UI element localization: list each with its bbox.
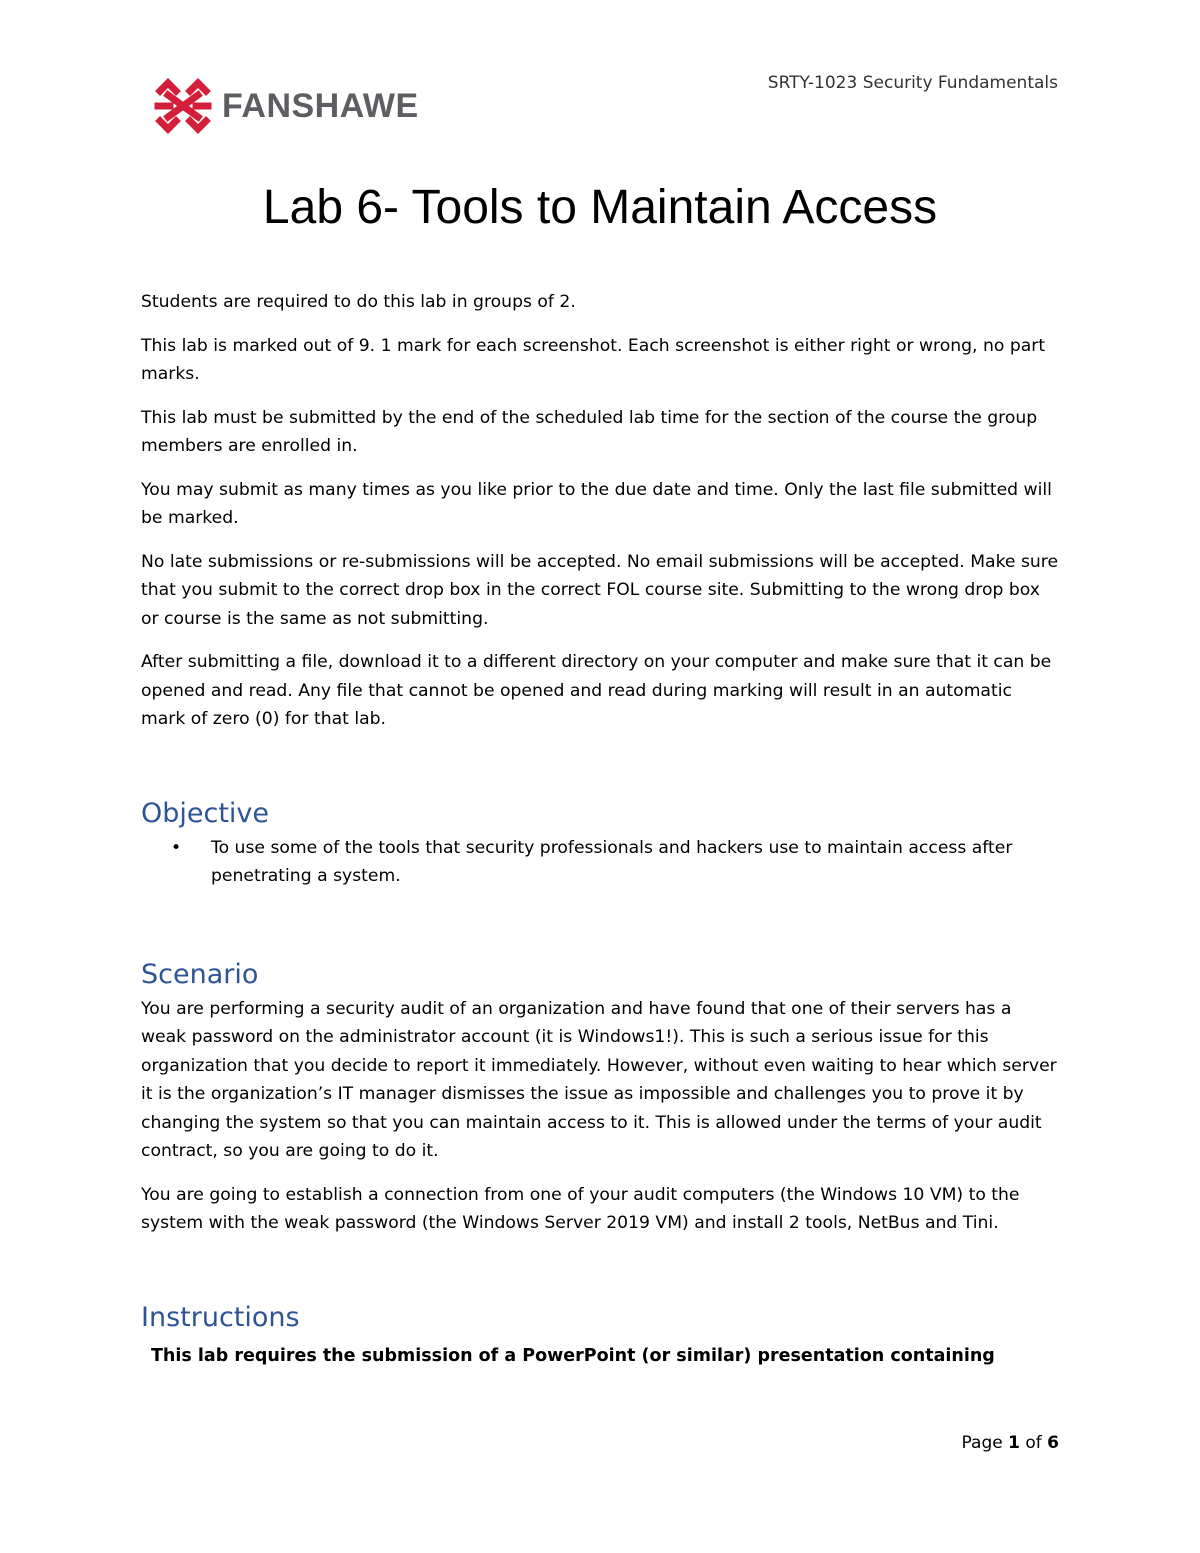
fanshawe-star-icon: [150, 73, 216, 139]
logo-wordmark: FANSHAWE: [222, 86, 419, 125]
instructions-heading: Instructions: [141, 1301, 300, 1333]
of-label: of: [1025, 1433, 1042, 1453]
scenario-paragraph: You are performing a security audit of an organization and have found that one of their servers has a weak password on the administrator account (it is Windows1!). This is such a serious issue for this organization that you decide to report it immediately. However, without even waiting to hear which server it is the organization’s IT manager dismisses the issue as impossible and challenges you to prove it by changing the system so that you can maintain access to it. This is allowed under the terms of your audit contract, so you are going to do it.: [141, 998, 1057, 1161]
intro-paragraph: This lab is marked out of 9. 1 mark for each screenshot. Each screenshot is either right or wrong, no part marks.: [141, 335, 1046, 384]
objective-list: [141, 834, 1061, 891]
list-item: [141, 834, 1061, 891]
intro-paragraph: You may submit as many times as you like prior to the due date and time. Only the last file submitted will be marked.: [141, 479, 1052, 528]
fanshawe-logo: [150, 72, 430, 140]
page-number: [962, 1433, 1059, 1453]
scenario-paragraph: You are going to establish a connection from one of your audit computers (the Windows 10 VM) to the system with the weak password (the Windows Server 2019 VM) and install 2 tools, NetBus and Tini.: [141, 1184, 1020, 1233]
total-pages: 6: [1047, 1433, 1059, 1453]
current-page: 1: [1008, 1433, 1020, 1453]
objective-heading: Objective: [141, 797, 270, 829]
intro-paragraph: No late submissions or re-submissions will be accepted. No email submissions will be accepted. Make sure that you submit to the correct drop box in the correct FOL course site. Submitting to the wrong drop box or course is the same as not submitting.: [141, 551, 1059, 629]
intro-paragraph: After submitting a file, download it to a different directory on your computer and make sure that it can be opened and read. Any file that cannot be opened and read during marking will result in an automatic mark of zero (0) for that lab.: [141, 652, 1052, 729]
intro-paragraph: Students are required to do this lab in groups of 2.: [141, 292, 576, 312]
document-body: [141, 288, 1061, 1385]
objective-text: To use some of the tools that security professionals and hackers use to maintain access after penetrating a system.: [211, 837, 1013, 886]
page-label: Page: [961, 1433, 1003, 1453]
scenario-section: [141, 995, 1061, 1238]
page-title: Lab 6- Tools to Maintain Access: [262, 181, 938, 234]
intro-paragraph: This lab must be submitted by the end of the scheduled lab time for the section of the course the group members are enrolled in.: [141, 407, 1038, 456]
instructions-requirement: This lab requires the submission of a PowerPoint (or similar) presentation containing: [151, 1345, 995, 1366]
scenario-heading: Scenario: [141, 958, 259, 990]
course-header: SRTY-1023 Security Fundamentals: [767, 73, 1058, 93]
bullet-icon: •: [171, 837, 182, 858]
